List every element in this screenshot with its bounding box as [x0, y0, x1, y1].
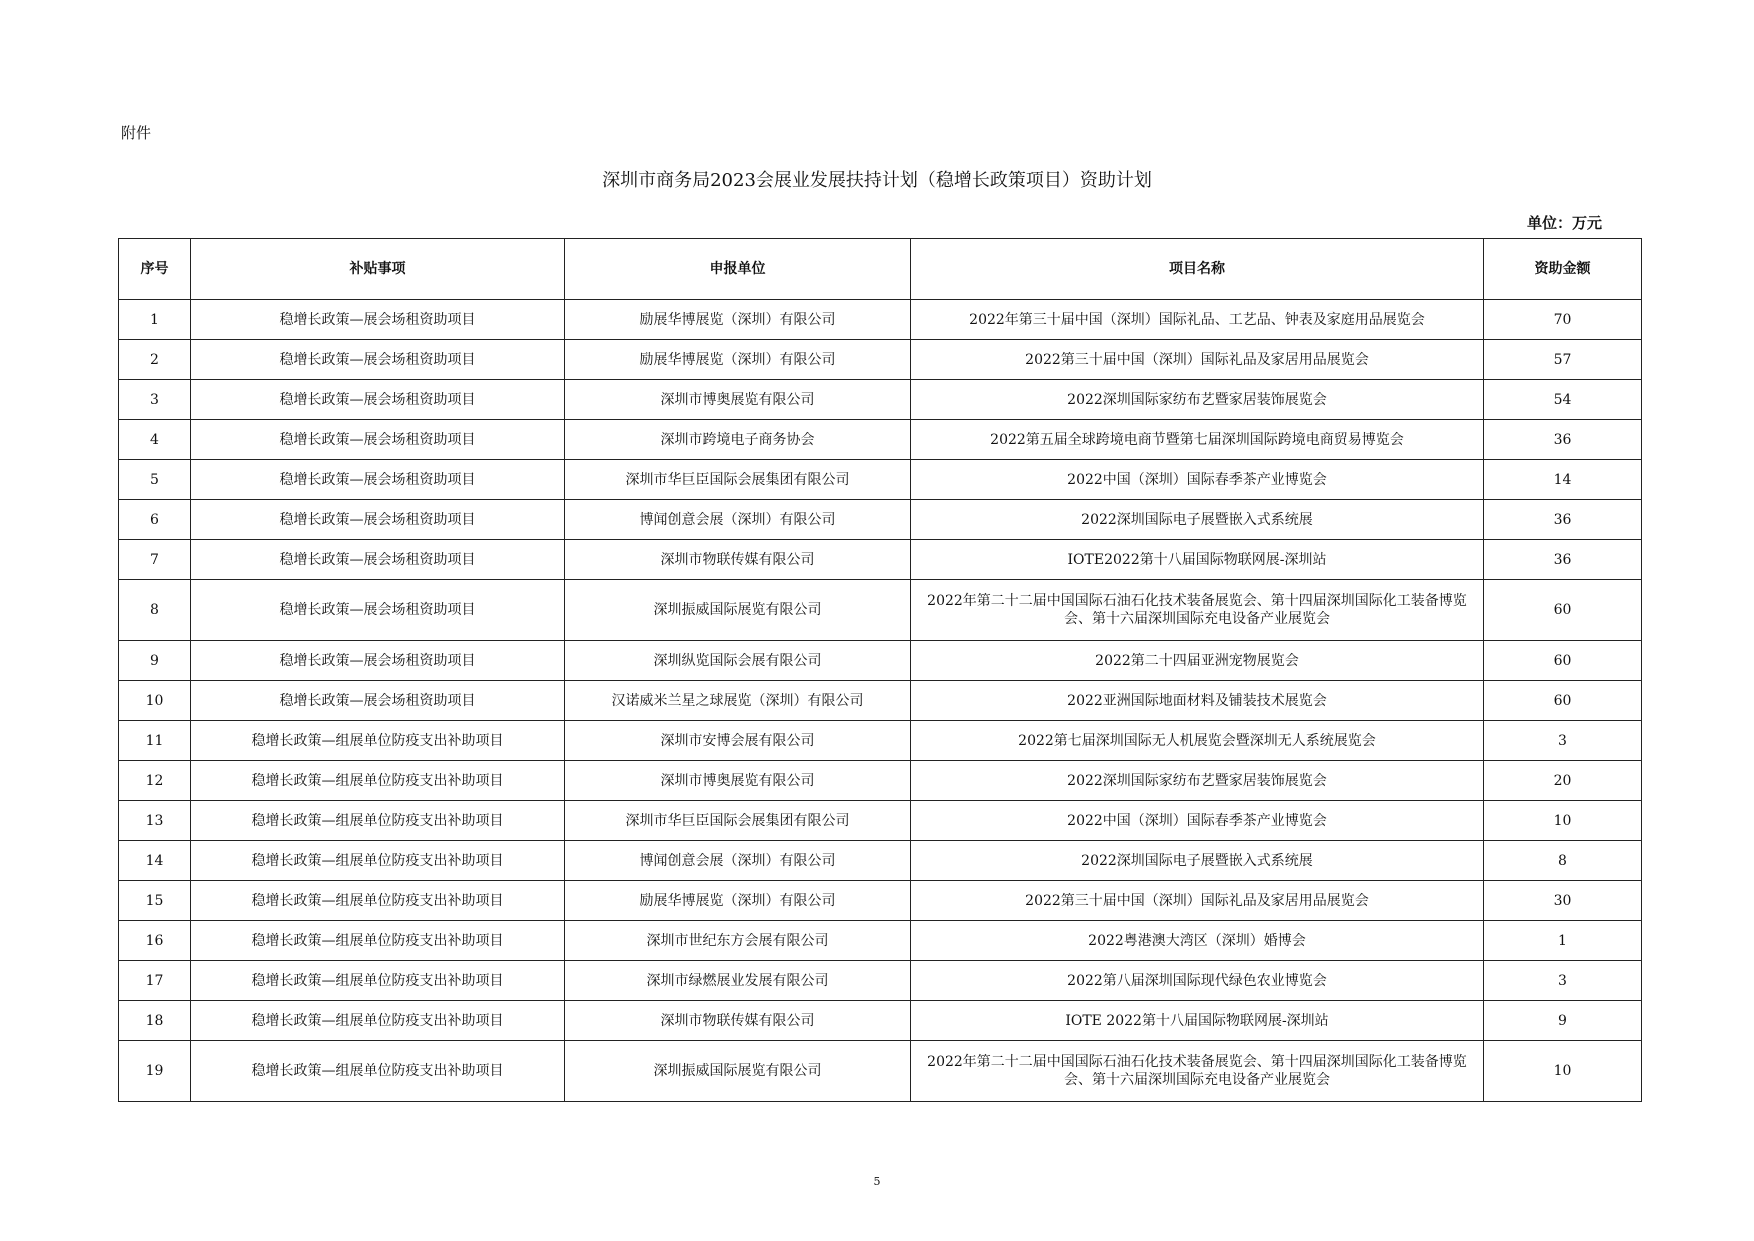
cell-amount: 36 — [1484, 540, 1642, 580]
cell-amount: 1 — [1484, 921, 1642, 961]
attachment-label: 附件 — [121, 124, 152, 142]
cell-amount: 30 — [1484, 881, 1642, 921]
table-row — [119, 300, 1642, 340]
cell-item: 稳增长政策—展会场租资助项目 — [191, 300, 565, 340]
cell-item: 稳增长政策—组展单位防疫支出补助项目 — [191, 961, 565, 1001]
cell-no: 7 — [119, 540, 191, 580]
cell-project: 2022第三十届中国（深圳）国际礼品及家居用品展览会 — [911, 340, 1484, 380]
cell-unit: 深圳市物联传媒有限公司 — [565, 1001, 911, 1041]
table-header-row — [119, 239, 1642, 300]
cell-no: 11 — [119, 721, 191, 761]
cell-item: 稳增长政策—组展单位防疫支出补助项目 — [191, 761, 565, 801]
table-row — [119, 380, 1642, 420]
header-item: 补贴事项 — [191, 239, 565, 300]
cell-unit: 深圳振威国际展览有限公司 — [565, 580, 911, 641]
cell-amount: 36 — [1484, 420, 1642, 460]
cell-no: 17 — [119, 961, 191, 1001]
cell-item: 稳增长政策—展会场租资助项目 — [191, 380, 565, 420]
cell-project: IOTE 2022第十八届国际物联网展-深圳站 — [911, 1001, 1484, 1041]
cell-unit: 深圳市物联传媒有限公司 — [565, 540, 911, 580]
cell-no: 9 — [119, 641, 191, 681]
cell-amount: 20 — [1484, 761, 1642, 801]
cell-item: 稳增长政策—展会场租资助项目 — [191, 420, 565, 460]
cell-item: 稳增长政策—展会场租资助项目 — [191, 340, 565, 380]
cell-unit: 励展华博展览（深圳）有限公司 — [565, 340, 911, 380]
cell-project: IOTE2022第十八届国际物联网展-深圳站 — [911, 540, 1484, 580]
cell-no: 1 — [119, 300, 191, 340]
cell-no: 18 — [119, 1001, 191, 1041]
cell-no: 19 — [119, 1041, 191, 1102]
cell-amount: 3 — [1484, 721, 1642, 761]
cell-item: 稳增长政策—展会场租资助项目 — [191, 681, 565, 721]
table-row — [119, 540, 1642, 580]
cell-item: 稳增长政策—展会场租资助项目 — [191, 460, 565, 500]
cell-unit: 博闻创意会展（深圳）有限公司 — [565, 841, 911, 881]
cell-unit: 深圳振威国际展览有限公司 — [565, 1041, 911, 1102]
table-row — [119, 500, 1642, 540]
cell-amount: 36 — [1484, 500, 1642, 540]
header-no: 序号 — [119, 239, 191, 300]
cell-amount: 8 — [1484, 841, 1642, 881]
funding-table — [118, 238, 1642, 1102]
cell-amount: 60 — [1484, 681, 1642, 721]
cell-unit: 励展华博展览（深圳）有限公司 — [565, 881, 911, 921]
cell-no: 5 — [119, 460, 191, 500]
cell-no: 8 — [119, 580, 191, 641]
table-row — [119, 961, 1642, 1001]
table-row — [119, 881, 1642, 921]
page-number: 5 — [873, 1175, 881, 1188]
cell-item: 稳增长政策—展会场租资助项目 — [191, 580, 565, 641]
cell-project: 2022年第三十届中国（深圳）国际礼品、工艺品、钟表及家庭用品展览会 — [911, 300, 1484, 340]
cell-no: 6 — [119, 500, 191, 540]
cell-no: 4 — [119, 420, 191, 460]
cell-amount: 54 — [1484, 380, 1642, 420]
cell-unit: 深圳市世纪东方会展有限公司 — [565, 921, 911, 961]
cell-project: 2022深圳国际家纺布艺暨家居装饰展览会 — [911, 380, 1484, 420]
table-row — [119, 1001, 1642, 1041]
cell-item: 稳增长政策—展会场租资助项目 — [191, 641, 565, 681]
cell-project: 2022中国（深圳）国际春季茶产业博览会 — [911, 801, 1484, 841]
cell-amount: 60 — [1484, 641, 1642, 681]
table-row — [119, 761, 1642, 801]
table-row — [119, 641, 1642, 681]
cell-item: 稳增长政策—组展单位防疫支出补助项目 — [191, 1001, 565, 1041]
cell-amount: 10 — [1484, 801, 1642, 841]
table-row — [119, 681, 1642, 721]
cell-unit: 深圳市跨境电子商务协会 — [565, 420, 911, 460]
cell-no: 12 — [119, 761, 191, 801]
cell-item: 稳增长政策—展会场租资助项目 — [191, 540, 565, 580]
cell-unit: 深圳市华巨臣国际会展集团有限公司 — [565, 801, 911, 841]
cell-item: 稳增长政策—展会场租资助项目 — [191, 500, 565, 540]
table-row — [119, 921, 1642, 961]
cell-amount: 10 — [1484, 1041, 1642, 1102]
cell-no: 2 — [119, 340, 191, 380]
table-row — [119, 420, 1642, 460]
cell-unit: 汉诺威米兰星之球展览（深圳）有限公司 — [565, 681, 911, 721]
cell-unit: 博闻创意会展（深圳）有限公司 — [565, 500, 911, 540]
cell-project: 2022亚洲国际地面材料及铺装技术展览会 — [911, 681, 1484, 721]
cell-amount: 3 — [1484, 961, 1642, 1001]
cell-project: 2022第七届深圳国际无人机展览会暨深圳无人系统展览会 — [911, 721, 1484, 761]
cell-no: 14 — [119, 841, 191, 881]
cell-item: 稳增长政策—组展单位防疫支出补助项目 — [191, 881, 565, 921]
cell-no: 15 — [119, 881, 191, 921]
cell-item: 稳增长政策—组展单位防疫支出补助项目 — [191, 721, 565, 761]
header-unit: 申报单位 — [565, 239, 911, 300]
cell-item: 稳增长政策—组展单位防疫支出补助项目 — [191, 1041, 565, 1102]
cell-project: 2022深圳国际电子展暨嵌入式系统展 — [911, 500, 1484, 540]
cell-project: 2022深圳国际家纺布艺暨家居装饰展览会 — [911, 761, 1484, 801]
table-row — [119, 1041, 1642, 1102]
table-row — [119, 580, 1642, 641]
cell-unit: 深圳市博奥展览有限公司 — [565, 380, 911, 420]
header-amount: 资助金额 — [1484, 239, 1642, 300]
cell-unit: 深圳市博奥展览有限公司 — [565, 761, 911, 801]
cell-item: 稳增长政策—组展单位防疫支出补助项目 — [191, 801, 565, 841]
cell-unit: 深圳市安博会展有限公司 — [565, 721, 911, 761]
cell-project: 2022粤港澳大湾区（深圳）婚博会 — [911, 921, 1484, 961]
cell-unit: 励展华博展览（深圳）有限公司 — [565, 300, 911, 340]
cell-project: 2022年第二十二届中国国际石油石化技术装备展览会、第十四届深圳国际化工装备博览会、第十六届深圳国际充电设备产业展览会 — [911, 1041, 1484, 1102]
cell-amount: 14 — [1484, 460, 1642, 500]
cell-no: 10 — [119, 681, 191, 721]
cell-item: 稳增长政策—组展单位防疫支出补助项目 — [191, 841, 565, 881]
cell-project: 2022第三十届中国（深圳）国际礼品及家居用品展览会 — [911, 881, 1484, 921]
cell-amount: 9 — [1484, 1001, 1642, 1041]
cell-project: 2022年第二十二届中国国际石油石化技术装备展览会、第十四届深圳国际化工装备博览会、第十六届深圳国际充电设备产业展览会 — [911, 580, 1484, 641]
table-row — [119, 801, 1642, 841]
cell-amount: 57 — [1484, 340, 1642, 380]
cell-unit: 深圳市华巨臣国际会展集团有限公司 — [565, 460, 911, 500]
cell-no: 3 — [119, 380, 191, 420]
cell-amount: 70 — [1484, 300, 1642, 340]
cell-project: 2022深圳国际电子展暨嵌入式系统展 — [911, 841, 1484, 881]
table-row — [119, 460, 1642, 500]
cell-amount: 60 — [1484, 580, 1642, 641]
cell-unit: 深圳市绿燃展业发展有限公司 — [565, 961, 911, 1001]
cell-project: 2022中国（深圳）国际春季茶产业博览会 — [911, 460, 1484, 500]
table-row — [119, 340, 1642, 380]
header-project: 项目名称 — [911, 239, 1484, 300]
cell-unit: 深圳纵览国际会展有限公司 — [565, 641, 911, 681]
cell-project: 2022第五届全球跨境电商节暨第七届深圳国际跨境电商贸易博览会 — [911, 420, 1484, 460]
cell-item: 稳增长政策—组展单位防疫支出补助项目 — [191, 921, 565, 961]
cell-no: 16 — [119, 921, 191, 961]
page-title: 深圳市商务局2023会展业发展扶持计划（稳增长政策项目）资助计划 — [602, 170, 1152, 191]
table-row — [119, 841, 1642, 881]
cell-no: 13 — [119, 801, 191, 841]
cell-project: 2022第八届深圳国际现代绿色农业博览会 — [911, 961, 1484, 1001]
table-row — [119, 721, 1642, 761]
unit-label: 单位：万元 — [1526, 214, 1602, 232]
cell-project: 2022第二十四届亚洲宠物展览会 — [911, 641, 1484, 681]
table-body — [119, 300, 1642, 1102]
